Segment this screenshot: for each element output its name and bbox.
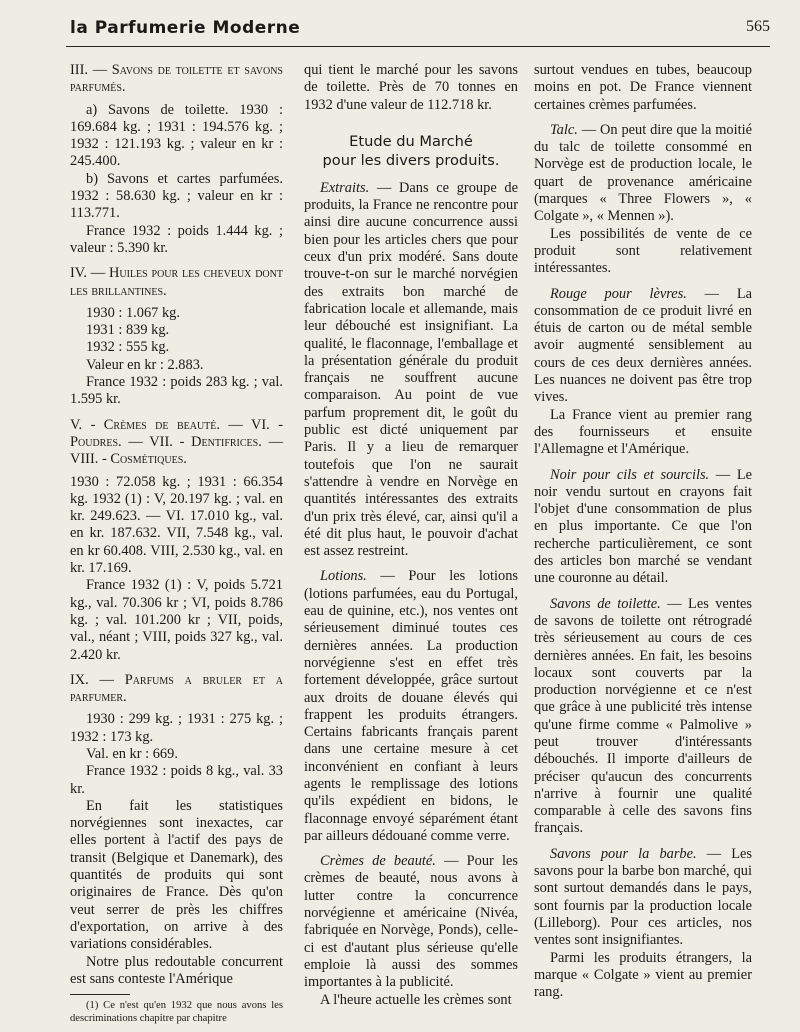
- paragraph-continued: qui tient le marché pour les savons de toilette. Près de 70 tonnes en 1932 d'une valeur de 112.718 kr.: [304, 62, 518, 113]
- journal-title: la Parfumerie Moderne: [70, 18, 301, 38]
- paragraph-cremes-stats: 1930 : 72.058 kg. ; 1931 : 66.354 kg. 1932 (1) : V, 20.197 kg. ; val. en kr. 249.623. — VI. 17.010 kg., val. en kr. 187.632. VII, 7.548 kg., val. en kr 60.408. VIII, 2.530 kg., val. en kr. 17.169.: [70, 473, 283, 577]
- lead-talc: Talc.: [550, 121, 578, 138]
- subheading-line-2: pour les divers produits.: [322, 151, 500, 169]
- section-heading-4: IV. — Huiles pour les cheveux dont les brillantines.: [70, 265, 283, 299]
- lead-cremes: Crèmes de beauté.: [320, 853, 436, 870]
- paragraph-france-cremes: France 1932 (1) : V, poids 5.721 kg., val. 70.306 kr ; VI, poids 8.786 kg. ; val. 101.200 kr ; VII, poids, val., néant ; VIII, poids 327 kg., val. 2.420 kr.: [70, 577, 283, 663]
- text-rouge: — La consommation de ce produit livré en étuis de carton ou de métal semble avoir augmenté sensiblement au cours de ces deux dernières années. Les nuances ne doivent pas être trop vives.: [534, 285, 752, 406]
- section-heading-9: IX. — Parfums a bruler et a parfumer.: [70, 671, 283, 706]
- text-cremes: — Pour les crèmes de beauté, nous avons à lutter contre la concurrence norvégienne et américaine (Nivéa, fabriquée en Norvège, Ponds), celle-ci est d'autant plus sérieuse qu'elle emploie là aussi des sommes importantes à la publicité.: [304, 853, 519, 991]
- text-noir: — Le noir vendu surtout en crayons fait l'objet d'une consommation de plus en plus importante. Ce que l'on recherche particulièrement, ce sont des articles bon marché se vendant une couronne au détail.: [534, 466, 753, 587]
- paragraph-savons-toilette: a) Savons de toilette. 1930 : 169.684 kg. ; 1931 : 194.576 kg. ; 1932 : 121.193 kg. ; valeur en kr : 245.400.: [70, 101, 283, 170]
- text-lotions: — Pour les lotions (lotions parfumées, eau du Portugal, eau de quinine, etc.), nos ventes ont sérieusement diminué toutes ces dernières années. La production norvégienne s'est en effet très fortement développée, grâce surtout aux droits de douane élevés qui frappent les produits étrangers. Certains fabricants français parent dans une certaine mesure à cet inconvénient en confiant à leurs agents le remplissage des lotions qu'ils expédient en bidons, le flaconnage envoyé séparément étant par ailleurs dédouané comme verre.: [304, 568, 518, 844]
- line-parfums-valeur: Val. en kr : 669.: [86, 745, 178, 762]
- lead-lotions: Lotions.: [320, 568, 367, 585]
- lead-noir: Noir pour cils et sourcils.: [550, 466, 710, 483]
- lead-barbe: Savons pour la barbe.: [550, 845, 697, 862]
- paragraph-talc-possibilites: Les possibilités de vente de ce produit sont relativement intéressantes.: [534, 225, 752, 277]
- paragraph-talc: [534, 122, 752, 226]
- paragraph-france-huiles: France 1932 : poids 283 kg. ; val. 1.595 kr.: [70, 374, 283, 408]
- paragraph-colgate: Parmi les produits étrangers, la marque « Colgate » vient au premier rang.: [534, 949, 752, 1001]
- header-rule: [66, 46, 770, 47]
- line-parfums-years: 1930 : 299 kg. ; 1931 : 275 kg. ; 1932 : 173 kg.: [70, 711, 283, 745]
- line-huiles-1930: 1930 : 1.067 kg.: [86, 304, 180, 321]
- paragraph-noir: [534, 467, 752, 588]
- paragraph-france-parfums: France 1932 : poids 8 kg., val. 33 kr.: [70, 763, 283, 797]
- lead-rouge: Rouge pour lèvres.: [550, 285, 687, 302]
- line-huiles-1932: 1932 : 555 kg.: [86, 339, 170, 356]
- paragraph-rouge: [534, 286, 752, 407]
- paragraph-statistiques: En fait les statistiques norvégiennes sont inexactes, car elles portent à l'actif des pays de transit (Belgique et Danemark), des quantités de produits qui sont originaires de France. Dès qu'on veut serrer de près les chiffres d'exportation, on arrive à des variations considérables.: [70, 797, 283, 953]
- lead-extraits: Extraits.: [320, 179, 370, 196]
- column-2: [304, 62, 518, 1009]
- paragraph-barbe: [534, 846, 752, 950]
- paragraph-france-savons: France 1932 : poids 1.444 kg. ; valeur : 5.390 kr.: [70, 222, 283, 256]
- paragraph-lotions: [304, 568, 518, 845]
- paragraph-heure: A l'heure actuelle les crèmes sont: [320, 991, 512, 1008]
- footnote: (1) Ce n'est qu'en 1932 que nous avons les descriminations chapitre par chapitre: [70, 1000, 283, 1025]
- paragraph-savons: [534, 596, 752, 838]
- page-header: [70, 18, 770, 42]
- text-extraits: — Dans ce groupe de produits, la France ne rencontre pour ainsi dire aucune concurrence aussi bien pour les articles chers que pour ceux d'un prix modéré. Sans doute trouve-t-on sur le marché norvégien des extraits bon marché de fabrication locale et allemande, mais leur débouché est insignifiant. La qualité, le flaconnage, l'emballage et la présentation générale du produit français ne souffrent aucune comparaison. Au point de vue parfum proprement dit, le goût du public est dicté uniquement par Paris. Il y a lieu de remarquer toutefois que l'on ne saurait s'attendre à vendre en Norvège en quantités intéressantes des extraits d'un prix très élevé, car, ainsi qu'il a été dit plus haut, le pouvoir d'achat est assez restreint.: [304, 179, 518, 560]
- line-huiles-1931: 1931 : 839 kg.: [86, 322, 170, 339]
- text-talc: — On peut dire que la moitié du talc de toilette consommé en Norvège est de production locale, le quart de provenance américaine (marques « Three Flowers », « Colgate », « Mennen »).: [534, 121, 752, 225]
- subheading-line-1: Etude du Marché: [349, 132, 473, 150]
- page-number: 565: [746, 18, 770, 35]
- section-heading-3: III. — Savons de toilette et savons parfumés.: [70, 62, 283, 96]
- paragraph-rouge-france: La France vient au premier rang des fournisseurs et ensuite l'Allemagne et l'Amérique.: [534, 406, 752, 458]
- paragraph-extraits: [304, 180, 518, 561]
- text-savons: — Les ventes de savons de toilette ont rétrogradé très sérieusement au cours de ces dernières années. En fait, les besoins locaux sont couverts par la production norvégienne et ce n'est que grâce à une publicité très intense qu'une firme comme « Palmolive » peut trouver d'intéressants débouchés. Il importe d'ailleurs de préciser qu'aucun des concurrents n'arrive à fournir une qualité comparable à celle des savons fins français.: [534, 595, 753, 837]
- lead-savons: Savons de toilette.: [550, 595, 661, 612]
- paragraph-continued-tubes: surtout vendues en tubes, beaucoup moins en pot. De France viennent certaines crèmes parfumées.: [534, 62, 752, 113]
- section-heading-5-8: V. - Crèmes de beauté. — VI. - Poudres. — VII. - Dentifrices. — VIII. - Cosmétiques.: [70, 416, 283, 468]
- paragraph-concurrent: Notre plus redoutable concurrent est sans conteste l'Amérique: [70, 953, 283, 987]
- paragraph-cremes: [304, 853, 518, 991]
- line-huiles-valeur: Valeur en kr : 2.883.: [86, 356, 204, 373]
- column-3: [534, 62, 752, 1001]
- footnote-rule: [70, 994, 130, 995]
- paragraph-savons-cartes: b) Savons et cartes parfumées. 1932 : 58.630 kg. ; valeur en kr : 113.771.: [70, 170, 283, 222]
- column-1: [70, 62, 283, 1025]
- subheading-etude-marche: [304, 132, 518, 170]
- text-barbe: — Les savons pour la barbe bon marché, qui sont surtout demandés dans le pays, sont fournis par la production locale (Lilleborg). Pour ces articles, nos ventes sont insignifiantes.: [534, 845, 752, 949]
